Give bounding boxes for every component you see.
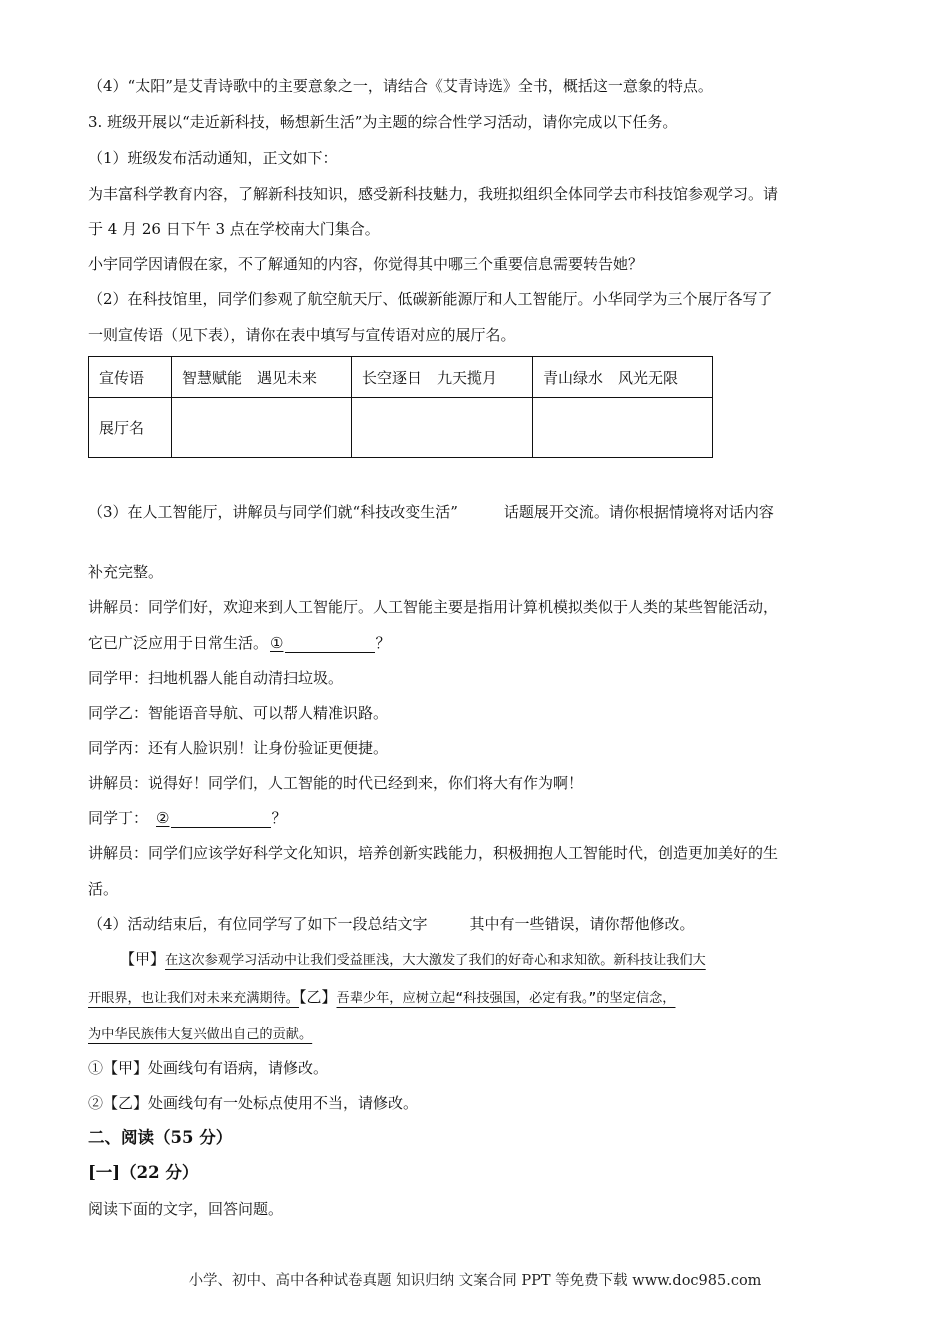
reading-instruction: 阅读下面的文字，回答问题。 [88,1200,284,1218]
summary-line-3 [88,1023,312,1045]
summary-line-1 [120,949,706,971]
dialogue-guide-2: 讲解员：说得好！同学们，人工智能的时代已经到来，你们将大有作为啊！ [88,774,584,792]
question-3-title: 3. 班级开展以“走近新科技，畅想新生活”为主题的综合性学习活动，请你完成以下任务。 [88,113,678,131]
table-cell-slogan-3: 青山绿水 风光无限 [533,357,713,398]
question-3-1: （1）班级发布活动通知，正文如下： [88,149,338,167]
dialogue-guide-1b: 它已广泛应用于日常生活。 ① ？ [88,634,391,652]
dialogue-student-b: 同学乙：智能语音导航、可以帮人精准识路。 [88,704,389,722]
summary-yi-text: 吾辈少年，应树立起“科技强国，必定有我。”的坚定信念， [336,991,676,1006]
dialogue-student-a: 同学甲：扫地机器人能自动清扫垃圾。 [88,669,344,687]
dialogue-guide-1: 讲解员：同学们好，欢迎来到人工智能厅。人工智能主要是指用计算机模拟类似于人类的某些智能活动， [88,598,779,616]
table-cell-slogan-2: 长空逐日 九天揽月 [352,357,533,398]
dialogue-guide-3b: 活。 [88,880,119,898]
dialogue-student-c: 同学丙：还有人脸识别！让身份验证更便捷。 [88,739,389,757]
blank-1-label: ① [270,634,284,652]
summary-tag-jia: 【甲】 [120,950,166,968]
table-input-hall-2[interactable] [352,398,533,458]
fix-instruction-1: ①【甲】处画线句有语病，请修改。 [88,1059,329,1077]
section-2-1-heading: [一]（22 分） [88,1163,199,1182]
table-input-hall-3[interactable] [533,398,713,458]
question-2-4: （4）“太阳”是艾青诗歌中的主要意象之一，请结合《艾青诗选》全书，概括这一意象的特点。 [88,77,713,95]
notice-line-1: 为丰富科学教育内容，了解新科技知识，感受新科技魅力，我班拟组织全体同学去市科技馆参观学习。请 [88,185,779,203]
table-row-slogans [89,357,713,398]
table-head-slogan: 宣传语 [89,357,172,398]
question-3-3-part-a: （3）在人工智能厅，讲解员与同学们就“科技改变生活” [88,503,458,521]
question-3-3-line-1 [88,502,774,522]
question-3-2-line-2: 一则宣传语（见下表），请你在表中填写与宣传语对应的展厅名。 [88,326,516,344]
question-3-3-part-b: 话题展开交流。请你根据情境将对话内容 [503,503,774,521]
table-head-hall-name: 展厅名 [89,398,172,458]
summary-tag-yi: 【乙】 [299,988,337,1006]
question-3-1-ask: 小宇同学因请假在家，不了解通知的内容，你觉得其中哪三个重要信息需要转告她？ [88,255,644,273]
question-3-2-line-1: （2）在科技馆里，同学们参观了航空航天厅、低碳新能源厅和人工智能厅。小华同学为三个展厅各写了 [88,290,773,308]
dialogue-guide-3: 讲解员：同学们应该学好科学文化知识，培养创新实践能力，积极拥抱人工智能时代，创造更加美好的生 [88,844,779,862]
summary-jia-text-1: 在这次参观学习活动中让我们受益匪浅，大大激发了我们的好奇心和求知欲。新科技让我们大 [165,953,706,968]
summary-jia-text-2: 开眼界，也让我们对未来充满期待。 [88,991,299,1006]
dialogue-student-d: 同学丁： ② ？ [88,809,287,827]
notice-line-2: 于 4 月 26 日下午 3 点在学校南大门集合。 [88,220,380,238]
fix-instruction-2: ②【乙】处画线句有一处标点使用不当，请修改。 [88,1094,419,1112]
table-cell-slogan-1: 智慧赋能 遇见未来 [172,357,352,398]
summary-line-2 [88,987,675,1009]
page-footer: 小学、初中、高中各种试卷真题 知识归纳 文案合同 PPT 等免费下载 www.doc985.com [188,1273,762,1289]
blank-2-label: ② [156,809,170,827]
table-row-hall-names [89,398,713,458]
blank-2-input[interactable] [171,811,271,828]
slogan-table [88,356,713,458]
section-2-heading: 二、阅读（55 分） [88,1128,233,1147]
blank-1-input[interactable] [285,636,375,653]
summary-yi-text-2: 为中华民族伟大复兴做出自己的贡献。 [88,1027,313,1042]
table-input-hall-1[interactable] [172,398,352,458]
question-3-4: （4）活动结束后，有位同学写了如下一段总结文字 其中有一些错误，请你帮他修改。 [88,915,695,933]
question-3-3-line-2: 补充完整。 [88,563,164,581]
